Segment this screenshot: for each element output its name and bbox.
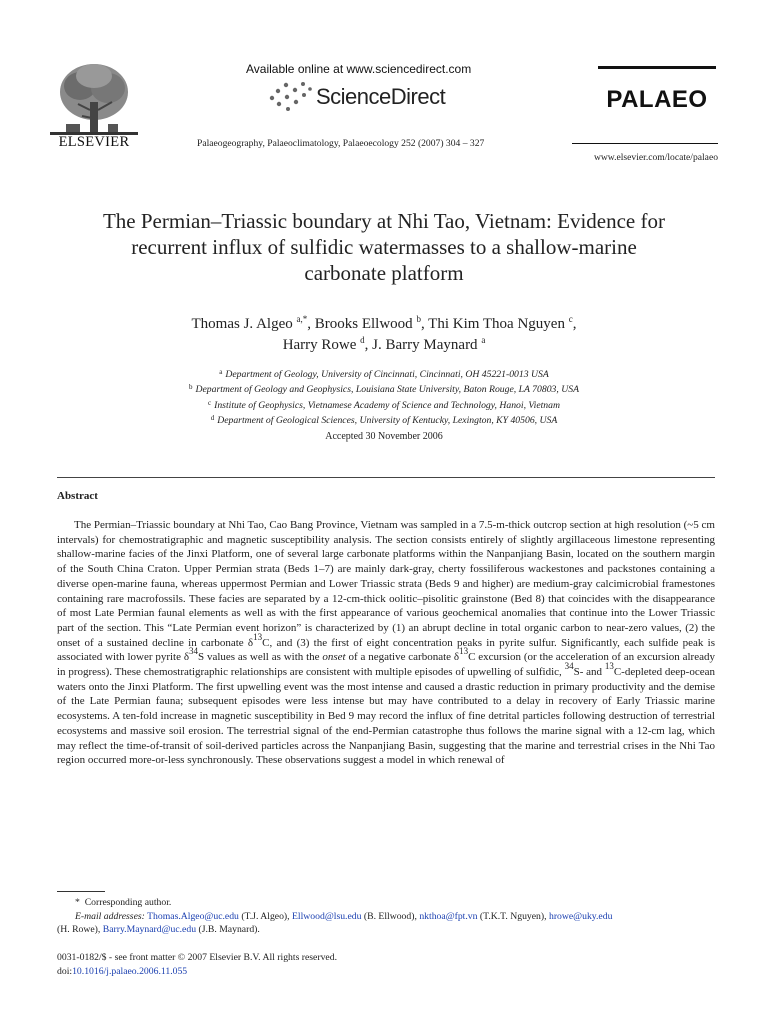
available-online-text: Available online at www.sciencedirect.com (246, 62, 472, 76)
corresponding-label: Corresponding author. (84, 897, 172, 908)
author-affil-mark: a (481, 335, 486, 345)
publisher-name: ELSEVIER (58, 134, 130, 150)
title-line: carbonate platform (304, 261, 464, 285)
footnote-rule (57, 891, 105, 892)
front-matter (57, 951, 717, 978)
accepted-date: Accepted 30 November 2006 (325, 431, 443, 442)
email-link[interactable]: nkthoa@fpt.vn (419, 910, 478, 922)
author-list: Thomas J. Algeo $^{a,*}$, Brooks Ellwood $^b$, Thi Kim Thoa Nguyen $^c$, Harry Rowe $^d$, J. Barry Maynard $^a$ (191, 314, 577, 353)
sciencedirect-wordmark: ScienceDirect (316, 84, 446, 109)
sciencedirect-dots-icon (266, 80, 316, 112)
author-name: Thi Kim Thoa Nguyen (428, 316, 565, 332)
palaeo-bottom-rule (572, 143, 718, 144)
author-name: Thomas J. Algeo (191, 316, 293, 332)
abstract-top-rule (57, 477, 715, 478)
author-name: J. Barry Maynard (372, 337, 478, 353)
author-affil-mark: b (416, 314, 421, 324)
palaeo-top-rule (598, 66, 716, 69)
article-title (40, 208, 728, 286)
title-line: recurrent influx of sulfidic watermasses to a shallow-marine (131, 235, 637, 259)
author-affil-mark: a,* (296, 314, 308, 324)
journal-short-name: PALAEO (606, 86, 708, 113)
issn-copyright: 0031-0182/$ - see front matter © 2007 Elsevier B.V. All rights reserved. (57, 952, 337, 963)
journal-citation: Palaeogeography, Palaeoclimatology, Palaeoecology 252 (2007) 304 – 327 (197, 138, 485, 149)
author-affil-mark: c (568, 314, 573, 324)
abstract-heading: Abstract (57, 490, 98, 502)
email-link[interactable]: hrowe@uky.edu (548, 910, 613, 922)
affiliation: $^d$ Department of Geological Sciences, University of Kentucky, Lexington, KY 40506, USA (210, 414, 558, 427)
affiliation-list (40, 366, 728, 428)
journal-website-link[interactable]: www.elsevier.com/locate/palaeo (593, 152, 718, 163)
email-link[interactable]: Thomas.Algeo@uc.edu (147, 910, 239, 922)
email-label: E-mail addresses: (75, 910, 145, 922)
affiliation: $^b$ Department of Geology and Geophysics, Louisiana State University, Baton Rouge, LA 70803, USA (188, 383, 579, 396)
author-affil-mark: d (360, 335, 365, 345)
email-link[interactable]: Ellwood@lsu.edu (292, 910, 362, 922)
author-name: Brooks Ellwood (314, 316, 413, 332)
title-line: The Permian–Triassic boundary at Nhi Tao, Vietnam: Evidence for (102, 209, 665, 233)
corresponding-author-footnote: * Corresponding author. E-mail addresses: Thomas.Algeo@uc.edu (T.J. Algeo), Ellwood@lsu.edu (B. Ellwood), nkthoa@fpt.vn (T.K.T. Nguyen), hrowe@uky.edu (H. Rowe), Barry.Maynard@uc.edu (J.B. Maynard). (57, 897, 613, 935)
footnote-marker: * (75, 897, 80, 908)
doi-link[interactable]: 10.1016/j.palaeo.2006.11.055 (72, 965, 188, 977)
email-link[interactable]: Barry.Maynard@uc.edu (102, 924, 197, 935)
doi-label: doi: (57, 965, 73, 977)
author-name: Harry Rowe (282, 337, 357, 353)
abstract-body: The Permian–Triassic boundary at Nhi Tao, Cao Bang Province, Vietnam was sampled in a 7.5-m-thick outcrop section at high resolution (~5 cm intervals) for chemostratigraphic and magnetic susceptibility analysis. The section consists entirely of slightly argillaceous limestone representing shallow-marine facies of the Jinxi Platform, one of several large carbonate platforms within the Nanpanjiang Basin, located on the southern margin of the South China Craton. Upper Permian strata (Beds 1–7) are mainly dark-gray, cherty fossiliferous wackestones and packstones containing a diverse open-marine fauna, whereas uppermost Permian and Lower Triassic strata (Beds 9 and higher) are medium-gray calcimicrobial framestones containing rare macrofossils. These facies are separated by a 12-cm-thick oolitic–pisolitic grainstone (Bed 8) that coincides with the disappearance of most Late Permian faunal elements as well as with the first appearance of various geochemical anomalies that continue into the Lower Triassic part of the section. This “Late Permian event horizon” is characterized by (1) an abrupt decline in total organic carbon to near-zero values, (2) the onset of a sustained decline in carbonate $\delta^{13}C$, and (3) the first of eight concentration peaks in pyrite sulfur. Significantly, each sulfide peak is associated with lower pyrite $\delta^{34}S$ values as well as with the onset of a negative carbonate $\delta^{13}C$ excursion (or the acceleration of an excursion already in progress). These chemostratigraphic relationships are consistent with multiple episodes of upwelling of sulfidic, $^{34}$S- and $^{13}$C-depleted deep-ocean waters onto the Jinxi Platform. The first upwelling event was the most intense and caused a drastic reduction in primary productivity and the demise of the Late Permian fauna; subsequent episodes were less intense but may have contributed to a delay in recovery of Early Triassic marine ecosystems. A ten-fold increase in magnetic susceptibility in Bed 9 may record the influx of fine detrital particles following destruction of terrestrial ecosystems and massive soil erosion. The terrestrial signal of the end-Permian catastrophe thus follows the marine signal with a 12-cm lag, which may reflect the time-of-transit of soil-derived particles across the Nanpanjiang Basin, suggesting that the marine and terrestrial crises in the Nhi Tao region occurred more-or-less synchronously. These observations suggest a model in which renewal of (57, 519, 716, 767)
affiliation: $^a$ Department of Geology, University of Cincinnati, Cincinnati, OH 45221-0013 USA (219, 368, 549, 380)
affiliation: $^c$ Institute of Geophysics, Vietnamese Academy of Science and Technology, Hanoi, Vietnam (208, 398, 560, 411)
